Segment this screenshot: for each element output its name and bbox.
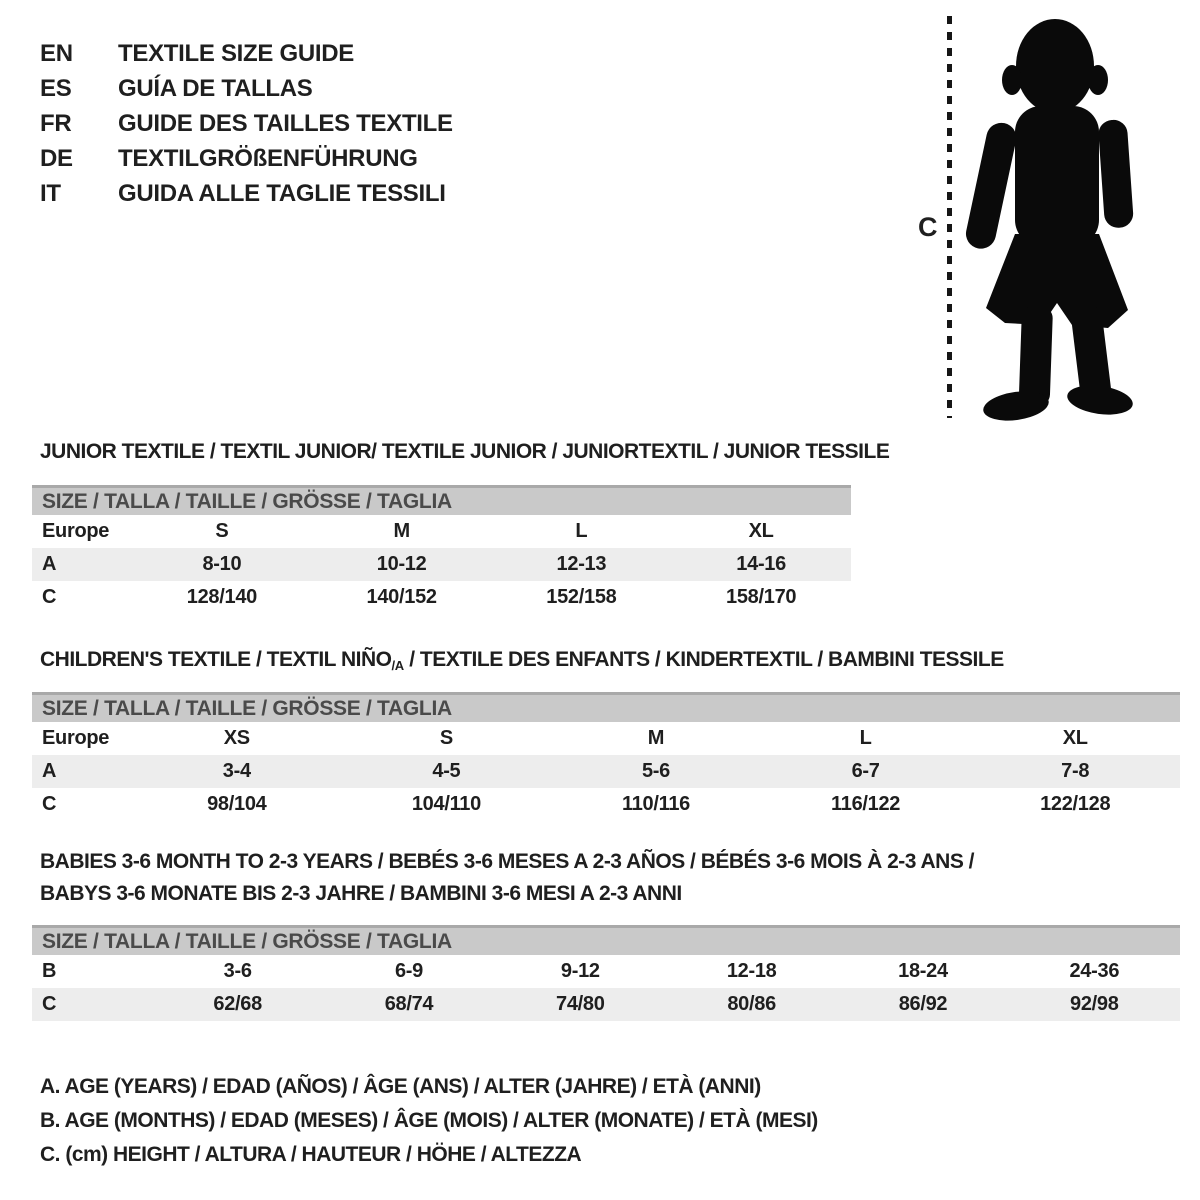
children-table <box>32 722 1180 821</box>
row-label-a: A <box>42 760 57 782</box>
legend-notes <box>40 1070 818 1172</box>
size-header-bar: SIZE / TALLA / TAILLE / GRÖSSE / TAGLIA <box>32 485 851 515</box>
table-cell: 62/68 <box>213 993 262 1015</box>
language-title: GUÍA DE TALLAS <box>118 74 313 102</box>
height-dashed-line <box>947 16 952 418</box>
table-cell: 24-36 <box>1069 960 1120 982</box>
table-cell: 6-7 <box>851 760 880 782</box>
table-cell: 10-12 <box>376 553 427 575</box>
row-label-c: C <box>42 793 57 815</box>
note-line-b: B. AGE (MONTHS) / EDAD (MESES) / ÂGE (MOIS) / ALTER (MONATE) / ETÀ (MESI) <box>40 1109 818 1132</box>
babies-title-line2: BABYS 3-6 MONATE BIS 2-3 JAHRE / BAMBINI 3-6 MESI A 2-3 ANNI <box>40 882 682 905</box>
language-row-fr <box>40 106 453 141</box>
language-code: ES <box>40 74 72 102</box>
table-cell: 68/74 <box>384 993 434 1015</box>
toddler-silhouette-icon <box>958 8 1162 432</box>
language-row-it <box>40 176 453 211</box>
babies-section-title <box>40 846 974 910</box>
language-row-en <box>40 36 453 71</box>
table-cell: 140/152 <box>366 586 437 608</box>
table-cell: 116/122 <box>831 793 901 815</box>
table-cell: 5-6 <box>641 760 670 782</box>
table-cell: 14-16 <box>736 553 786 575</box>
language-code: FR <box>40 109 72 137</box>
table-cell: 74/80 <box>556 993 605 1015</box>
row-label-europe: Europe <box>42 727 110 749</box>
col-header-l: L <box>859 727 872 749</box>
table-cell: 98/104 <box>207 793 267 815</box>
babies-size-table <box>32 925 1180 1021</box>
table-cell: 128/140 <box>186 586 257 608</box>
language-code: IT <box>40 179 61 207</box>
table-cell: 152/158 <box>546 586 617 608</box>
junior-size-table <box>32 485 851 614</box>
table-row-sizes <box>32 722 1180 755</box>
table-cell: 12-13 <box>556 553 607 575</box>
table-cell: 104/110 <box>411 793 481 815</box>
table-row-age <box>32 755 1180 788</box>
row-label-b: B <box>42 960 57 982</box>
language-title: GUIDA ALLE TAGLIE TESSILI <box>118 179 446 207</box>
col-header-m: M <box>393 520 410 542</box>
col-header-l: L <box>575 520 588 542</box>
table-cell: 6-9 <box>394 960 423 982</box>
table-cell: 86/92 <box>898 993 948 1015</box>
language-code: EN <box>40 39 73 67</box>
table-cell: 80/86 <box>727 993 776 1015</box>
table-cell: 3-6 <box>223 960 252 982</box>
table-cell: 7-8 <box>1061 760 1090 782</box>
col-header-xl: XL <box>1062 727 1088 749</box>
table-row-height <box>32 581 851 614</box>
table-row-age-months <box>32 955 1180 988</box>
col-header-s: S <box>215 520 229 542</box>
row-label-c: C <box>42 993 57 1015</box>
height-label-c: C <box>918 212 938 242</box>
row-label-a: A <box>42 553 57 575</box>
col-header-xs: XS <box>223 727 250 749</box>
col-header-s: S <box>439 727 453 749</box>
size-header-bar: SIZE / TALLA / TAILLE / GRÖSSE / TAGLIA <box>32 692 1180 722</box>
children-size-table <box>32 692 1180 821</box>
language-title: GUIDE DES TAILLES TEXTILE <box>118 109 453 137</box>
junior-table <box>32 515 851 614</box>
table-cell: 92/98 <box>1070 993 1119 1015</box>
table-row-height <box>32 788 1180 821</box>
col-header-m: M <box>647 727 665 749</box>
language-row-es <box>40 71 453 106</box>
table-cell: 158/170 <box>726 586 797 608</box>
language-code: DE <box>40 144 73 172</box>
children-title-prefix: CHILDREN'S TEXTILE / TEXTIL NIÑO <box>40 648 392 671</box>
note-line-a: A. AGE (YEARS) / EDAD (AÑOS) / ÂGE (ANS) / ALTER (JAHRE) / ETÀ (ANNI) <box>40 1075 761 1098</box>
children-section-title <box>40 648 1004 673</box>
table-cell: 12-18 <box>726 960 777 982</box>
table-cell: 18-24 <box>898 960 948 982</box>
children-title-subscript: /A <box>391 658 404 673</box>
size-header-bar: SIZE / TALLA / TAILLE / GRÖSSE / TAGLIA <box>32 925 1180 955</box>
children-title-suffix: / TEXTILE DES ENFANTS / KINDERTEXTIL / BAMBINI TESSILE <box>403 648 1004 671</box>
row-label-europe: Europe <box>42 520 110 542</box>
language-list <box>40 36 453 211</box>
table-cell: 9-12 <box>560 960 600 982</box>
table-cell: 8-10 <box>202 553 242 575</box>
table-cell: 3-4 <box>222 760 251 782</box>
note-line-c: C. (cm) HEIGHT / ALTURA / HAUTEUR / HÖHE / ALTEZZA <box>40 1143 582 1166</box>
table-cell: 4-5 <box>432 760 461 782</box>
table-cell: 122/128 <box>1040 793 1111 815</box>
table-row-sizes <box>32 515 851 548</box>
table-row-age <box>32 548 851 581</box>
junior-section-title: JUNIOR TEXTILE / TEXTIL JUNIOR/ TEXTILE JUNIOR / JUNIORTEXTIL / JUNIOR TESSILE <box>40 440 890 463</box>
language-row-de <box>40 141 453 176</box>
row-label-c: C <box>42 586 57 608</box>
language-title: TEXTILE SIZE GUIDE <box>118 39 354 67</box>
babies-table <box>32 955 1180 1021</box>
language-title: TEXTILGRÖßENFÜHRUNG <box>118 144 418 172</box>
table-cell: 110/116 <box>621 793 690 815</box>
table-row-height <box>32 988 1180 1021</box>
babies-title-line1: BABIES 3-6 MONTH TO 2-3 YEARS / BEBÉS 3-6 MESES A 2-3 AÑOS / BÉBÉS 3-6 MOIS À 2-3 ANS / <box>40 850 975 873</box>
col-header-xl: XL <box>748 520 774 542</box>
